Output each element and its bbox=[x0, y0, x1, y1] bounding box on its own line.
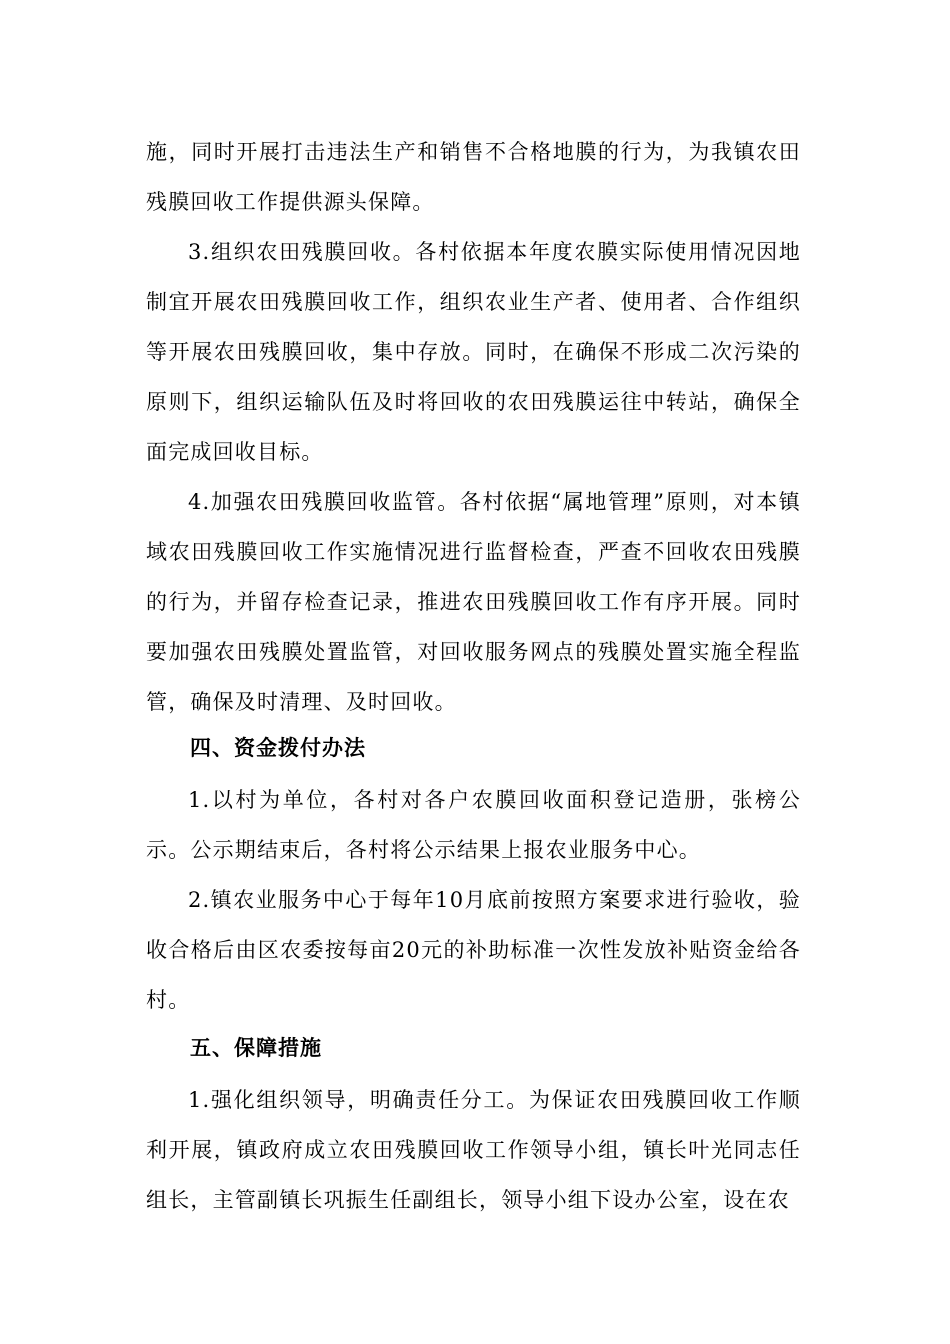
paragraph-continuation: 施，同时开展打击违法生产和销售不合格地膜的行为，为我镇农田残膜回收工作提供源头保障。 bbox=[146, 140, 801, 214]
section-heading-5: 五、保障措施 bbox=[190, 1036, 322, 1060]
paragraph-funding-2: 2.镇农业服务中心于每年10月底前按照方案要求进行验收，验收合格后由区农委按每亩20元的补助标准一次性发放补贴资金给各村。 bbox=[146, 888, 801, 1012]
paragraph-item-3: 3.组织农田残膜回收。各村依据本年度农膜实际使用情况因地制宜开展农田残膜回收工作，组织农业生产者、使用者、合作组织等开展农田残膜回收，集中存放。同时，在确保不形成二次污染的原则下，组织运输队伍及时将回收的农田残膜运往中转站，确保全面完成回收目标。 bbox=[146, 240, 801, 464]
section-heading-4: 四、资金拨付办法 bbox=[190, 736, 366, 760]
paragraph-measures-1: 1.强化组织领导，明确责任分工。为保证农田残膜回收工作顺利开展，镇政府成立农田残膜回收工作领导小组，镇长叶光同志任组长，主管副镇长巩振生任副组长，领导小组下设办公室，设在农 bbox=[146, 1088, 801, 1212]
paragraph-item-4: 4.加强农田残膜回收监管。各村依据“属地管理”原则，对本镇域农田残膜回收工作实施情况进行监督检查，严查不回收农田残膜的行为，并留存检查记录，推进农田残膜回收工作有序开展。同时要加强农田残膜处置监管，对回收服务网点的残膜处置实施全程监管，确保及时清理、及时回收。 bbox=[146, 490, 801, 714]
paragraph-funding-1: 1.以村为单位，各村对各户农膜回收面积登记造册，张榜公示。公示期结束后，各村将公示结果上报农业服务中心。 bbox=[146, 788, 801, 862]
